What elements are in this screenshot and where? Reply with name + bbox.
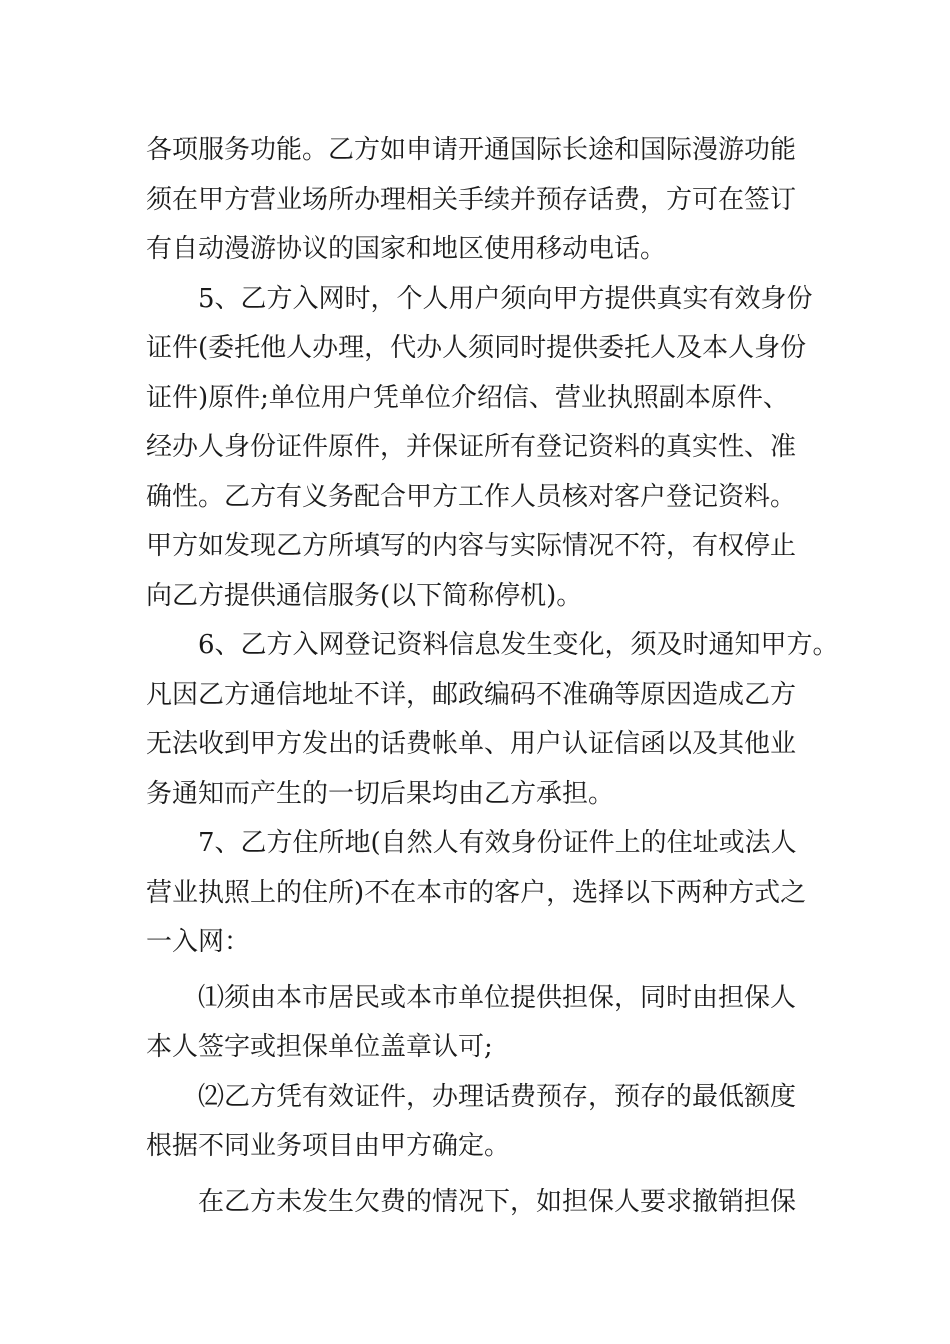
text-line: 向乙方提供通信服务(以下简称停机)。: [146, 580, 583, 611]
text-line: 本人签字或担保单位盖章认可;: [146, 1032, 493, 1062]
text-line: 确性。乙方有义务配合甲方工作人员核对客户登记资料。: [146, 481, 797, 512]
paragraph-guarantee: [146, 1178, 826, 1228]
text-line: 6、乙方入网登记资料信息发生变化，须及时通知甲方。: [198, 630, 839, 660]
text-line: 有自动漫游协议的国家和地区使用移动电话。: [146, 234, 667, 264]
text-line: 一入网：: [146, 927, 251, 957]
paragraph-clause-7: [146, 819, 826, 968]
text-line: 无法收到甲方发出的话费帐单、用户认证信函以及其他业: [146, 729, 797, 759]
paragraph-clause-6: [146, 621, 839, 819]
document-body: [146, 126, 839, 1227]
text-line: 须在甲方营业场所办理相关手续并预存话费，方可在签订: [146, 184, 797, 215]
text-line: 7、乙方住所地(自然人有效身份证件上的住址或法人: [198, 828, 797, 858]
text-line: 证件(委托他人办理，代办人须同时提供委托人及本人身份: [146, 333, 807, 363]
paragraph-clause-7-item-1: [146, 974, 826, 1073]
text-line: 根据不同业务项目由甲方确定。: [146, 1131, 511, 1161]
paragraph-clause-7-item-2: [146, 1073, 826, 1172]
text-line: 各项服务功能。乙方如申请开通国际长途和国际漫游功能: [146, 135, 797, 165]
text-line: 证件)原件;单位用户凭单位介绍信、营业执照副本原件、: [146, 382, 789, 413]
paragraph-continued: [146, 126, 826, 275]
text-line: 务通知而产生的一切后果均由乙方承担。: [146, 778, 615, 809]
text-line: ⑵乙方凭有效证件，办理话费预存，预存的最低额度: [198, 1081, 797, 1112]
text-line: 在乙方未发生欠费的情况下，如担保人要求撤销担保: [198, 1186, 797, 1217]
text-line: 经办人身份证件原件，并保证所有登记资料的真实性、准: [146, 432, 797, 462]
text-line: 营业执照上的住所)不在本市的客户，选择以下两种方式之: [146, 877, 807, 908]
paragraph-clause-5: [146, 275, 826, 622]
text-line: ⑴须由本市居民或本市单位提供担保，同时由担保人: [198, 982, 797, 1013]
text-line: 甲方如发现乙方所填写的内容与实际情况不符，有权停止: [146, 531, 797, 561]
text-line: 5、乙方入网时，个人用户须向甲方提供真实有效身份: [198, 283, 813, 314]
text-line: 凡因乙方通信地址不详，邮政编码不准确等原因造成乙方: [146, 679, 797, 710]
